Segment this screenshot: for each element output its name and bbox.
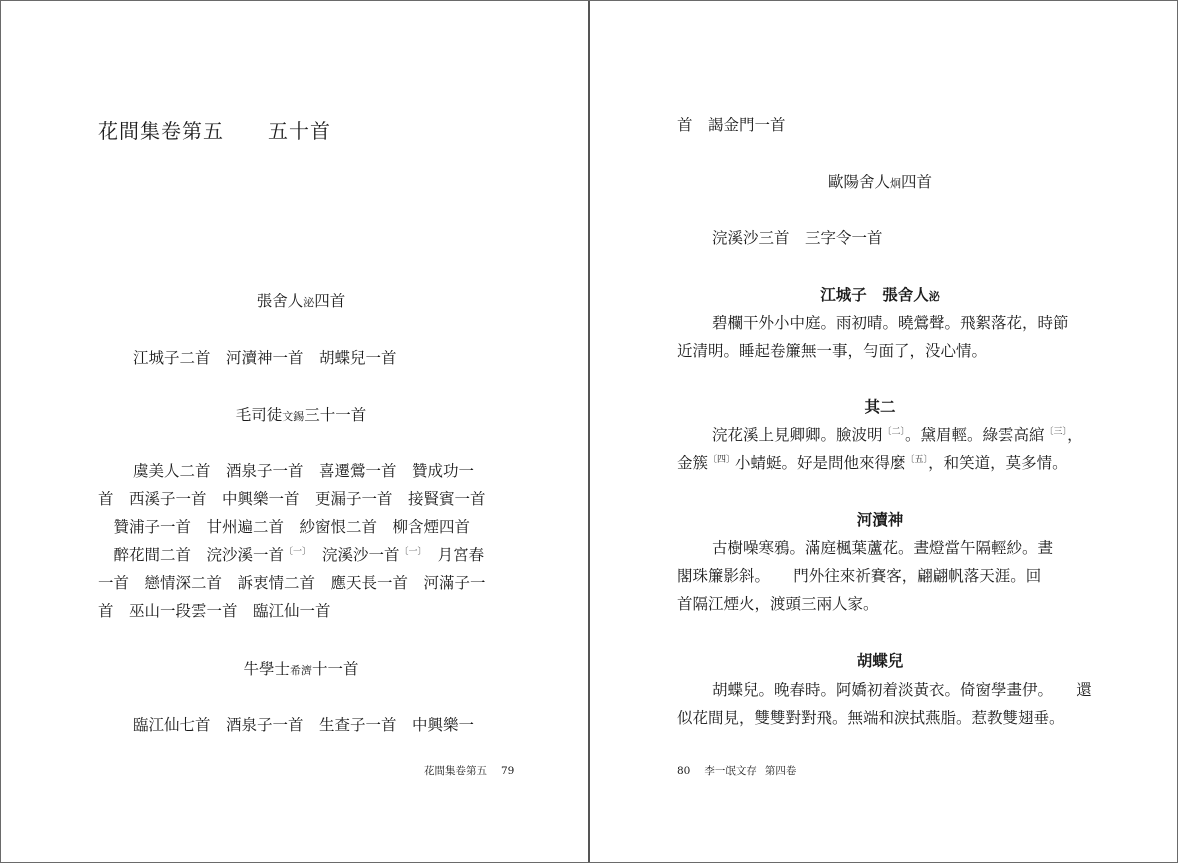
footnote-marker: 〔一〕 [399, 546, 423, 557]
author-count: 十一首 [312, 660, 359, 678]
author-name: 毛司徒 [235, 406, 283, 424]
toc-continuation: 首 謁金門一首 [677, 116, 786, 134]
poem-text: 浣花溪上見卿卿。臉波明 [712, 426, 883, 444]
author-count: 四首 [314, 292, 346, 310]
running-title: 李一氓文存 [704, 765, 757, 777]
author-count: 三十一首 [304, 406, 367, 424]
poem-title [590, 281, 1170, 311]
toc-line: 首 西溪子一首 中興樂一首 更漏子一首 接賢賓一首 [98, 490, 486, 508]
poem-text: ，和笑道，莫多情。 [928, 454, 1068, 472]
toc-list-ouyang: 浣溪沙三首 三字令一首 [712, 229, 883, 247]
poem-line: 胡蝶兒。晚春時。阿嬌初着淡黃衣。倚窗學畫伊。 還 [712, 681, 1092, 699]
footnote-marker: 〔二〕 [882, 426, 906, 437]
poem-line: 近清明。睡起卷簾無一事，勻面了，没心情。 [677, 342, 988, 360]
running-title: 花間集卷第五 [424, 765, 487, 777]
poem-text: 。黛眉輕。綠雲高綰 [905, 426, 1045, 444]
author-heading-mao [1, 401, 601, 431]
poem-line: 碧欄干外小中庭。雨初晴。曉鶯聲。飛絮落花，時節 [712, 314, 1069, 332]
left-page [1, 1, 588, 862]
author-given-name: 泌 [303, 296, 315, 309]
author-heading-ouyang [590, 168, 1170, 198]
poem-line [712, 421, 1083, 449]
toc-line [98, 541, 484, 569]
toc-line: 贊浦子一首 甘州遍二首 紗窗恨二首 柳含煙四首 [98, 518, 471, 536]
toc-text: 浣溪沙一首 [306, 546, 400, 564]
poem-line: 古樹噪寒鴉。滿庭楓葉蘆花。晝燈當午隔輕紗。晝 [712, 539, 1054, 557]
toc-line: 虞美人二首 酒泉子一首 喜遷鶯一首 贊成功一 [133, 462, 475, 480]
right-page [590, 1, 1177, 862]
footnote-marker: 〔五〕 [905, 454, 929, 465]
volume-title: 花間集卷第五 [98, 119, 224, 143]
author-name: 張舍人 [256, 292, 304, 310]
poem-title-text: 江城子 張舍人 [820, 285, 929, 304]
author-name: 歐陽舍人 [827, 173, 890, 191]
toc-text: 月宮春 [422, 546, 485, 564]
toc-text: 醉花間二首 浣沙溪一首 [98, 546, 285, 564]
author-name: 牛學士 [243, 660, 290, 678]
page-number: 79 [501, 765, 515, 777]
footnote-marker: 〔四〕 [708, 454, 736, 465]
author-given-name: 文錫 [282, 410, 305, 423]
poem-text: 小蜻蜓。好是問他來得麼 [735, 454, 906, 472]
poem-line: 首隔江煙火，渡頭三兩人家。 [677, 595, 879, 613]
toc-list-niu: 臨江仙七首 酒泉子一首 生查子一首 中興樂一 [133, 716, 475, 734]
author-heading-zhang [1, 287, 601, 317]
volume-count: 五十首 [268, 119, 331, 143]
author-given-name: 希濟 [290, 664, 312, 677]
poem-text: ， [1067, 426, 1083, 444]
poem-line [677, 449, 1068, 477]
poem-author-given-name: 泌 [928, 290, 940, 303]
poem-text: 金簇 [677, 454, 709, 472]
poem-title: 胡蝶兒 [856, 651, 904, 670]
footnote-marker: 〔一〕 [284, 546, 307, 557]
toc-list-zhang: 江城子二首 河瀆神一首 胡蝶兒一首 [133, 349, 397, 367]
page-footer [677, 763, 796, 778]
page-number: 80 [677, 765, 691, 777]
poem-title: 河瀆神 [856, 510, 904, 529]
poem-title: 其二 [864, 397, 896, 416]
toc-line: 一首 戀情深二首 訴衷情二首 應天長一首 河滿子一 [98, 574, 486, 592]
toc-line: 首 巫山一段雲一首 臨江仙一首 [98, 602, 331, 620]
page-footer [424, 763, 514, 778]
author-count: 四首 [901, 173, 933, 191]
author-given-name: 炯 [890, 177, 901, 190]
footnote-marker: 〔三〕 [1044, 426, 1068, 437]
volume-heading [98, 115, 331, 144]
poem-line: 似花間見，雙雙對對飛。無端和淚拭燕脂。惹教雙翅垂。 [677, 709, 1065, 727]
poem-line: 閣珠簾影斜。 門外往來祈賽客，翩翩帆落天涯。回 [677, 567, 1042, 585]
volume-label: 第四卷 [764, 765, 797, 777]
author-heading-niu [1, 655, 601, 685]
